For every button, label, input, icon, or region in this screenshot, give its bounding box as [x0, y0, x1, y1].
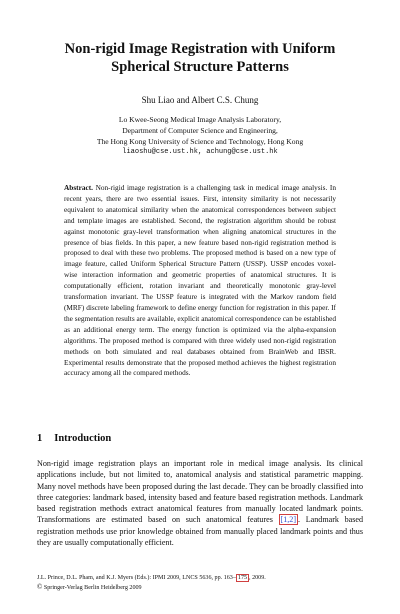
footer-copyright [37, 583, 363, 593]
abstract-text: Non-rigid image registration is a challenging task in medical image analysis. In recent years, there are two essential issues. First, intensity similarity is not necessarily equivalent to anatomical similarity when the anatomical correspondences between subject and template images are established. Second, the registration algorithm should be robust against monotonic gray-level transformation when aligning anatomical structures in the presence of bias fields. In this paper, a new feature based non-rigid registration method is proposed to deal with these two problems. The proposed method is based on a new type of image feature, called Uniform Spherical Structure Pattern (USSP). USSP encodes voxel-wise interaction information and geometric properties of anatomical structures. It is computationally efficient, rotation invariant and theoretically monotonic gray-level transformation invariant. The USSP feature is integrated with the Markov random field (MRF) discrete labeling framework to define energy function for registration in this paper. If the segmentation results are available, explicit anatomical correspondence can be established as an additional energy term. The energy function is optimized via the alpha-expansion algorithms. The proposed method is compared with three widely used non-rigid registration methods on both simulated and real databases obtained from BrainWeb and IBSR. Experimental results demonstrate that the proposed method achieves the highest registration accuracy among all the compared methods. [64, 183, 336, 378]
footer-citation-text: J.L. Prince, D.L. Pham, and K.J. Myers (Eds.): IPMI 2009, LNCS 5636, pp. 163– [37, 575, 236, 581]
affiliation [0, 115, 400, 158]
author-emails: liaoshu@cse.ust.hk, achung@cse.ust.hk [122, 148, 278, 157]
abstract-label: Abstract. [64, 183, 93, 192]
abstract [64, 183, 336, 379]
footer-citation-year: , 2009. [249, 575, 266, 581]
citation-link[interactable]: [1,2] [280, 515, 297, 525]
affil-line-3: The Hong Kong University of Science and Technology, Hong Kong [96, 136, 304, 146]
page-range-link[interactable]: 175 [237, 575, 248, 581]
intro-paragraph [37, 458, 363, 548]
intro-text-2: . Landmark based registration methods use prior knowledge obtained from manually placed landmark points and thus they are usually computationally efficient. [37, 515, 363, 548]
title-line-1: Non-rigid Image Registration with Uniform [64, 41, 336, 57]
paper-title [0, 40, 400, 76]
affil-line-1: Lo Kwee-Seong Medical Image Analysis Laboratory, [118, 115, 282, 124]
affil-line-2: Department of Computer Science and Engineering, [122, 125, 278, 135]
copyright-icon: © [37, 582, 43, 591]
section-heading [37, 433, 111, 444]
section-number: 1 [37, 433, 43, 444]
title-line-2: Spherical Structure Patterns [111, 59, 289, 75]
intro-text-1: Non-rigid image registration plays an important role in medical image analysis. Its clinical applications include, but not limited to, anatomical analysis and statistical parametric mapping. Many novel methods have been proposed during the last decade. They can be broadly classified into three categories: landmark based, intensity based and feature based registration methods. Landmark based registration methods extract anatomical features from manually located landmark points. Transformations are estimated based on such anatomical features [37, 459, 363, 525]
page-footer [37, 574, 363, 592]
footer-publisher: Springer-Verlag Berlin Heidelberg 2009 [43, 584, 142, 591]
section-title: Introduction [54, 433, 112, 444]
footer-citation [37, 574, 363, 583]
authors: Shu Liao and Albert C.S. Chung [141, 95, 259, 105]
